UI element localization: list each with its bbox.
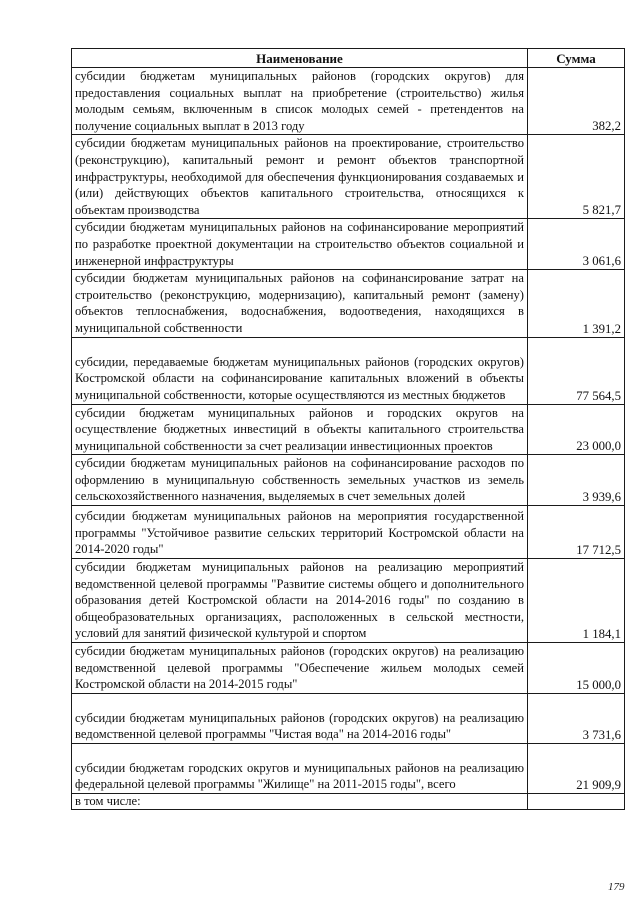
table-row	[72, 455, 625, 506]
row-name: в том числе:	[72, 793, 528, 809]
row-sum: 17 712,5	[528, 506, 625, 559]
row-name: субсидии бюджетам муниципальных районов на реализацию мероприятий ведомственной целевой программы "Развитие системы общего и дополнительного образования детей Костромской области на 2014-2016 годы" по созданию в общеобразовательных организациях, расположенных в сельской местности, условий для занятий физической культурой и спортом	[72, 559, 528, 643]
table-row	[72, 693, 625, 743]
row-sum: 5 821,7	[528, 135, 625, 219]
subsidies-table	[71, 48, 625, 810]
table-row	[72, 135, 625, 219]
table-row	[72, 219, 625, 270]
row-sum: 3 061,6	[528, 219, 625, 270]
row-name: субсидии бюджетам муниципальных районов (городских округов) на реализацию ведомственной целевой программы "Чистая вода" на 2014-2016 годы"	[72, 693, 528, 743]
row-name: субсидии, передаваемые бюджетам муниципальных районов (городских округов) Костромской области на софинансирование капитальных вложений в объекты муниципальной собственности, которые осуществляются из местных бюджетов	[72, 337, 528, 404]
table-row	[72, 743, 625, 793]
row-name: субсидии бюджетам муниципальных районов на мероприятия государственной программы "Устойчивое развитие сельских территорий Костромской области на 2014-2020 годы"	[72, 506, 528, 559]
row-name: субсидии бюджетам муниципальных районов и городских округов на осуществление бюджетных инвестиций в объекты капитального строительства муниципальной собственности за счет реализации инвестиционных проектов	[72, 404, 528, 455]
row-sum: 1 184,1	[528, 559, 625, 643]
header-sum: Сумма	[528, 49, 625, 68]
table-row	[72, 404, 625, 455]
table-row	[72, 793, 625, 809]
row-name: субсидии бюджетам муниципальных районов (городских округов) для предоставления социальных выплат на приобретение (строительство) жилья молодым семьям, включенным в список молодых семей - претендентов на получение социальных выплат в 2013 году	[72, 68, 528, 135]
row-sum: 23 000,0	[528, 404, 625, 455]
table-row	[72, 559, 625, 643]
table-row	[72, 506, 625, 559]
row-name: субсидии бюджетам муниципальных районов на софинансирование расходов по оформлению в муниципальную собственность земельных участков из земель сельскохозяйственного назначения, выделяемых в счет земельных долей	[72, 455, 528, 506]
header-name: Наименование	[72, 49, 528, 68]
row-sum	[528, 793, 625, 809]
row-sum: 21 909,9	[528, 743, 625, 793]
row-sum: 77 564,5	[528, 337, 625, 404]
table-row	[72, 643, 625, 694]
row-name: субсидии бюджетам муниципальных районов на софинансирование мероприятий по разработке проектной документации на строительство объектов социальной и инженерной инфраструктуры	[72, 219, 528, 270]
row-sum: 15 000,0	[528, 643, 625, 694]
row-name: субсидии бюджетам городских округов и муниципальных районов на реализацию федеральной целевой программы "Жилище" на 2011-2015 годы", всего	[72, 743, 528, 793]
row-sum: 3 731,6	[528, 693, 625, 743]
row-name: субсидии бюджетам муниципальных районов (городских округов) на реализацию ведомственной целевой программы "Обеспечение жильем молодых семей Костромской области на 2014-2015 годы"	[72, 643, 528, 694]
row-sum: 382,2	[528, 68, 625, 135]
table-row	[72, 270, 625, 337]
page-number-mark: 179	[608, 881, 625, 893]
row-name: субсидии бюджетам муниципальных районов на софинансирование затрат на строительство (реконструкцию, модернизацию), капитальный ремонт (замену) объектов теплоснабжения, водоснабжения, водоотведения, находящихся в муниципальной собственности	[72, 270, 528, 337]
row-sum: 1 391,2	[528, 270, 625, 337]
table-header-row	[72, 49, 625, 68]
row-name: субсидии бюджетам муниципальных районов на проектирование, строительство (реконструкцию), капитальный ремонт и ремонт объектов транспортной инфраструктуры, необходимой для обеспечения функционирования создаваемых и (или) действующих объектов капитального строительства, относящихся к объектам производства	[72, 135, 528, 219]
table-row	[72, 337, 625, 404]
row-sum: 3 939,6	[528, 455, 625, 506]
table-row	[72, 68, 625, 135]
